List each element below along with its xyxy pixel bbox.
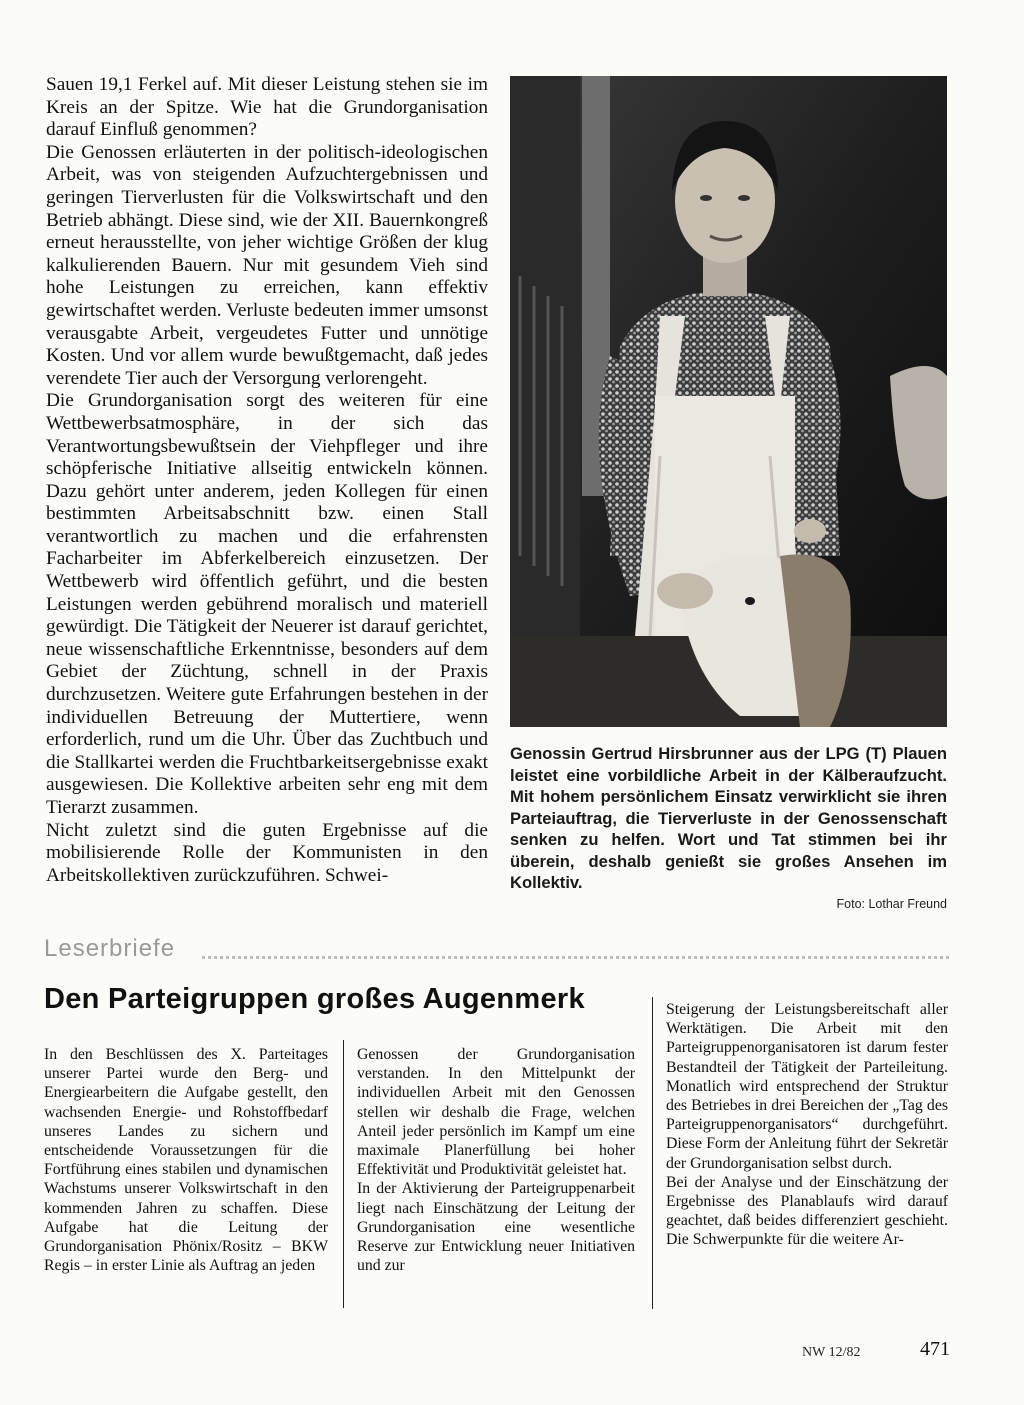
letter-paragraph: Genossen der Grundorganisation verstanden. In den Mittelpunkt der individuellen Arbeit mit den Genossen stellen wir deshalb die Frage, welchen Anteil jeder persönlich im Kampf um eine maximale Planerfüllung bei hoher Effektivität und Produktivität geleistet hat. xyxy=(357,1046,635,1179)
article-column xyxy=(46,74,488,887)
letter-headline: Den Parteigruppen großes Augenmerk xyxy=(44,983,585,1015)
section-header xyxy=(44,935,949,967)
letter-paragraph: In der Aktivierung der Parteigruppenarbeit liegt nach Einschätzung der Leitung der Grundorganisation eine wesentliche Reserve zur Entwicklung neuer Initiativen und zur xyxy=(357,1180,635,1275)
article-paragraph: Sauen 19,1 Ferkel auf. Mit dieser Leistung stehen sie im Kreis an der Spitze. Wie hat die Grundorganisation darauf Einfluß genommen? xyxy=(46,74,488,141)
letter-column-3 xyxy=(666,1000,948,1250)
article-paragraph: Die Genossen erläuterten in der politisch-ideologischen Arbeit, was von steigenden Aufzuchtergebnissen und geringen Tierverlusten für die Volkswirtschaft und den Betrieb abhängt. Diese sind, wie der XII. Bauernkongreß erneut herausstellte, von jeher wichtige Größen der klug kalkulierenden Bauern. Nur mit gesundem Vieh sind hohe Leistungen zu erreichen, kann effektiv gewirtschaftet werden. Verluste bedeuten immer umsonst verausgabte Arbeit, vergeudetes Futter und unnötige Kosten. Und vor allem wurde bewußtgemacht, daß jedes verendete Tier auch der Versorgung verlorengeht. xyxy=(46,141,488,389)
article-paragraph: Die Grundorganisation sorgt des weiteren für eine Wettbewerbsatmosphäre, in der sich das Verantwortungsbewußtsein der Viehpfleger und ihre schöpferische Initiative allseitig entwickeln können. Dazu gehört unter anderem, jeden Kollegen für einen bestimmten Arbeitsabschnitt bzw. einen Stall verantwortlich zu machen und die erfahrensten Facharbeiter im Abferkelbereich einzusetzen. Der Wettbewerb wird öffentlich geführt, und die besten Leistungen werden gebührend moralisch und materiell gewürdigt. Die Tätigkeit der Neuerer ist darauf gerichtet, neue wissenschaftliche Erkenntnisse, besonders auf dem Gebiet der Züchtung, schnell in der Praxis durchzusetzen. Weitere gute Erfahrungen bestehen in der individuellen Betreuung der Muttertiere, wenn erforderlich, rund um die Uhr. Über das Zuchtbuch und die Stallkartei werden die Fruchtbarkeitsergebnisse exakt ausgewiesen. Die Kollektive arbeiten sehr eng mit dem Tierarzt zusammen. xyxy=(46,390,488,818)
photo-credit: Foto: Lothar Freund xyxy=(836,897,947,911)
letter-column-1 xyxy=(44,1045,328,1275)
section-rubric: Leserbriefe xyxy=(44,935,176,962)
letter-paragraph: Bei der Analyse und der Einschätzung der Ergebnisse des Planablaufs wird darauf geachtet, daß beides differenziert geschieht. Die Schwerpunkte für die weitere Ar- xyxy=(666,1173,948,1249)
page-number: 471 xyxy=(920,1338,950,1360)
letter-paragraph: In den Beschlüssen des X. Parteitages unserer Partei wurde den Berg- und Energiearbeitern die Aufgabe gestellt, den wachsenden Energie- und Rohstoffbedarf unseres Landes zu sichern und entscheidende Voraussetzungen für die Fortführung eines stabilen und dynamischen Wachstums unserer Volkswirtschaft in den kommenden Jahren zu schaffen. Diese Aufgabe hat die Leitung der Grundorganisation Phönix/Rositz – BKW Regis – in erster Linie als Auftrag an jeden xyxy=(44,1046,328,1275)
photo-caption: Genossin Gertrud Hirsbrunner aus der LPG (T) Plauen leistet eine vorbildliche Arbeit in der Kälberaufzucht. Mit hohem persönlichem Einsatz verwirklicht sie ihren Parteiauftrag, die Tierverluste in der Genossenschaft senken zu helfen. Wort und Tat stimmen bei ihr überein, deshalb genießt sie großes Ansehen im Kollektiv. xyxy=(510,744,947,892)
article-paragraph: Nicht zuletzt sind die guten Ergebnisse auf die mobilisierende Rolle der Kommunisten in den Arbeitskollektiven zurückzuführen. Schwei- xyxy=(46,819,488,886)
column-divider xyxy=(652,997,653,1309)
portrait-photo xyxy=(510,76,947,727)
photo-illustration xyxy=(510,76,947,727)
issue-reference: NW 12/82 xyxy=(802,1345,861,1360)
column-divider xyxy=(343,1040,344,1308)
letter-column-2 xyxy=(357,1045,635,1275)
letter-paragraph: Steigerung der Leistungsbereitschaft aller Werktätigen. Die Arbeit mit den Parteigruppenorganisatoren ist darum fester Bestandteil der Tätigkeit der Parteileitung. Monatlich wird entsprechend der Struktur des Betriebes in drei Bereichen der „Tag des Parteigruppenorganisators“ durchgeführt. Diese Form der Anleitung führt der Sekretär der Grundorganisation selbst durch. xyxy=(666,1001,948,1172)
section-divider xyxy=(202,956,949,959)
